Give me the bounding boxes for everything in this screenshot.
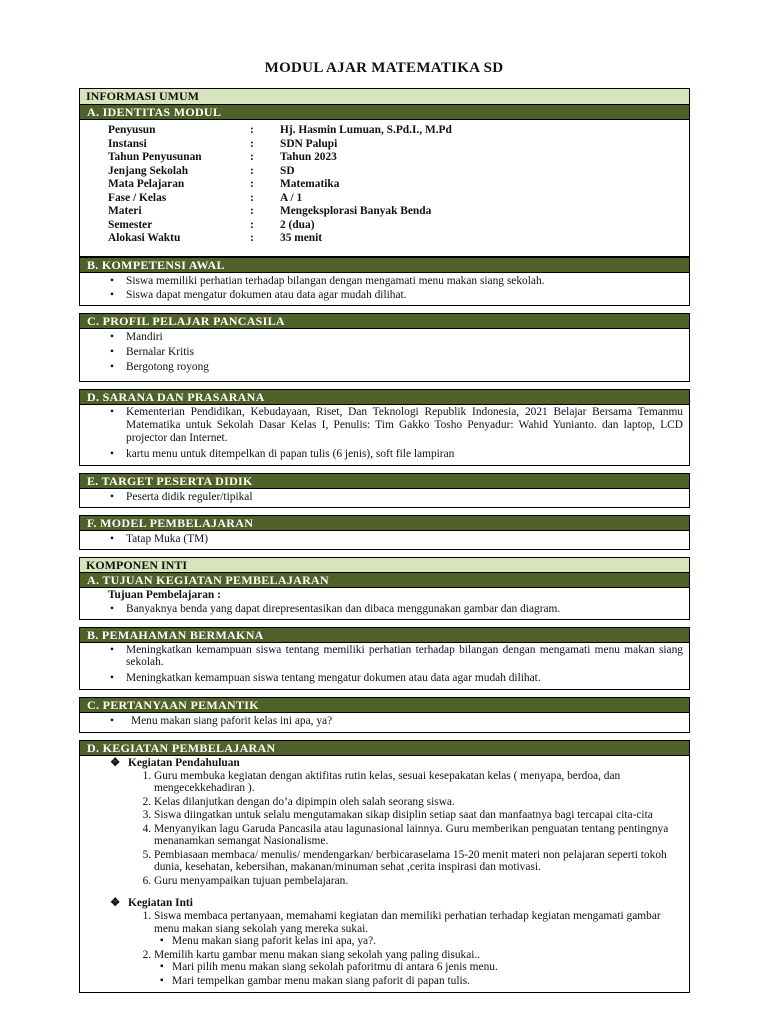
kegiatan-box <box>79 756 690 994</box>
list-item: 4. Menyanyikan lagu Garuda Pancasila atau lagunasional lainnya. Guru memberikan penguatan tentang pentingnya menanamkan semangat Nasionalisme. <box>154 823 683 848</box>
identitas-label: Penyusun <box>108 124 156 136</box>
heading-tujuan-kegiatan: A. TUJUAN KEGIATAN PEMBELAJARAN <box>79 572 690 588</box>
heading-identitas-modul: A. IDENTITAS MODUL <box>79 104 690 120</box>
inti-step-text: Memilih kartu gambar menu makan siang sekolah yang paling disukai.. <box>154 948 481 961</box>
section-komponen-inti: KOMPONEN INTI <box>79 557 690 572</box>
identitas-value: Matematika <box>280 178 340 190</box>
list-item: • Tatap Muka (TM) <box>126 532 683 546</box>
module-document <box>79 88 690 993</box>
tujuan-box <box>79 588 690 620</box>
list-item <box>154 949 683 988</box>
diamond-icon: ❖ <box>110 756 121 769</box>
heading-kompetensi-awal: B. KOMPETENSI AWAL <box>79 257 690 273</box>
identitas-value: 2 (dua) <box>280 218 315 231</box>
pendahuluan-list <box>104 770 683 888</box>
identitas-table <box>79 120 690 250</box>
sub-list-item: ▪ Mari tempelkan gambar menu makan siang paforit di papan tulis. <box>172 975 683 988</box>
kegiatan-pendahuluan-title <box>104 756 683 770</box>
heading-target-peserta: E. TARGET PESERTA DIDIK <box>79 473 690 489</box>
model-box <box>79 531 690 550</box>
heading-pemahaman-bermakna: B. PEMAHAMAN BERMAKNA <box>79 627 690 643</box>
identitas-sep: : <box>250 124 254 136</box>
list-item: • Peserta didik reguler/tipikal <box>126 490 683 504</box>
heading-profil-pelajar: C. PROFIL PELAJAR PANCASILA <box>79 313 690 329</box>
identitas-label: Semester <box>108 218 153 231</box>
identitas-sep: : <box>250 151 254 163</box>
kegiatan-inti-label: Kegiatan Inti <box>128 897 193 909</box>
target-box <box>79 489 690 508</box>
identitas-value: 35 menit <box>280 232 323 244</box>
section-informasi-umum: INFORMASI UMUM <box>79 88 690 104</box>
identitas-label: Jenjang Sekolah <box>108 164 189 177</box>
identitas-sep: : <box>250 164 254 177</box>
inti-list <box>104 910 683 987</box>
sub-list-item: ▪ Mari pilih menu makan siang sekolah paforitmu di antara 6 jenis menu. <box>172 961 683 974</box>
list-item: • Banyaknya benda yang dapat direpresentasikan dan dibaca menggunakan gambar dan diagram. <box>126 602 683 616</box>
pertanyaan-box <box>79 713 690 733</box>
identitas-sep: : <box>250 137 254 150</box>
list-item: 5. Pembiasaan membaca/ menulis/ mendengarkan/ berbicaraselama 15-20 menit materi non pelajaran seperti tokoh dunia, kesehatan, kebersihan, makanan/minuman sehat ,cerita inspirasi dan motivasi. <box>154 849 683 874</box>
list-item: • Meningkatkan kemampuan siswa tentang mengatur dokumen atau data agar mudah dilihat. <box>126 671 683 685</box>
heading-kegiatan-pembelajaran: D. KEGIATAN PEMBELAJARAN <box>79 740 690 756</box>
kompetensi-box <box>79 273 690 306</box>
identitas-bottom <box>79 250 690 257</box>
list-item: 3. Siswa diingatkan untuk selalu mengutamakan sikap disiplin setiap saat dan manfaatnya bagi tercapai cita-cita <box>154 809 683 822</box>
sub-list-item: ▪ Menu makan siang paforit kelas ini apa, ya?. <box>172 935 683 948</box>
kegiatan-inti-title <box>104 896 683 910</box>
identitas-label: Fase / Kelas <box>108 191 167 204</box>
list-item: • Kementerian Pendidikan, Kebudayaan, Riset, Dan Teknologi Republik Indonesia, 2021 Belajar Bersama Temanmu Matematika untuk Sekolah Dasar Kelas I, Penulis: Tim Gakko Tosho Penyadur: Wahid Yunianto. dan laptop, LCD projector dan Internet. <box>126 406 683 445</box>
identitas-label: Tahun Penyusunan <box>108 151 202 163</box>
identitas-sep: : <box>250 232 254 244</box>
list-item: • Menu makan siang paforit kelas ini apa, ya? <box>126 714 683 728</box>
list-item: 1. Guru membuka kegiatan dengan aktifitas rutin kelas, sesuai kesepakatan kelas ( menyapa, berdoa, dan mengecekkehadiran ). <box>154 770 683 795</box>
identitas-value: SDN Palupi <box>280 137 338 150</box>
pemahaman-box <box>79 643 690 690</box>
diamond-icon: ❖ <box>110 897 121 909</box>
list-item <box>154 910 683 948</box>
identitas-sep: : <box>250 205 254 217</box>
list-item: • Mandiri <box>126 330 683 345</box>
identitas-label: Mata Pelajaran <box>108 178 185 190</box>
heading-model-pembelajaran: F. MODEL PEMBELAJARAN <box>79 515 690 531</box>
list-item: • Bernalar Kritis <box>126 345 683 360</box>
list-item: • Siswa memiliki perhatian terhadap bilangan dengan mengamati menu makan siang sekolah. <box>126 274 683 288</box>
page-title: MODUL AJAR MATEMATIKA SD <box>264 60 504 76</box>
list-item: • Meningkatkan kemampuan siswa tentang memiliki perhatian terhadap bilangan dengan mengamati menu makan siang sekolah. <box>126 644 683 669</box>
heading-sarana-prasarana: D. SARANA DAN PRASARANA <box>79 389 690 405</box>
list-item: 2. Kelas dilanjutkan dengan do’a dipimpin oleh salah seorang siswa. <box>154 796 683 809</box>
identitas-value: Mengeksplorasi Banyak Benda <box>280 205 432 217</box>
identitas-value: A / 1 <box>280 191 303 204</box>
inti-step-text: Siswa membaca pertanyaan, memahami kegiatan dan memiliki perhatian terhadap kegiatan mengamati gambar menu makan siang sekolah yang mereka sukai. <box>154 910 661 935</box>
identitas-label: Alokasi Waktu <box>108 232 181 244</box>
list-item: • Siswa dapat mengatur dokumen atau data agar mudah dilihat. <box>126 288 683 302</box>
identitas-sep: : <box>250 191 254 204</box>
list-item: 6. Guru menyampaikan tujuan pembelajaran. <box>154 875 683 888</box>
identitas-sep: : <box>250 178 254 190</box>
kegiatan-pendahuluan-label: Kegiatan Pendahuluan <box>128 756 240 769</box>
identitas-value: Hj. Hasmin Lumuan, S.Pd.I., M.Pd <box>280 124 452 136</box>
profil-box <box>79 329 690 382</box>
sarana-box <box>79 405 690 466</box>
tujuan-subtitle: Tujuan Pembelajaran : <box>108 588 221 601</box>
heading-pertanyaan-pemantik: C. PERTANYAAN PEMANTIK <box>79 697 690 713</box>
list-item: • kartu menu untuk ditempelkan di papan tulis (6 jenis), soft file lampiran <box>126 447 683 461</box>
identitas-sep: : <box>250 218 254 231</box>
list-item: • Bergotong royong <box>126 360 683 375</box>
identitas-value: SD <box>280 164 295 177</box>
identitas-label: Materi <box>108 205 142 217</box>
identitas-value: Tahun 2023 <box>280 151 337 163</box>
identitas-label: Instansi <box>108 137 147 150</box>
